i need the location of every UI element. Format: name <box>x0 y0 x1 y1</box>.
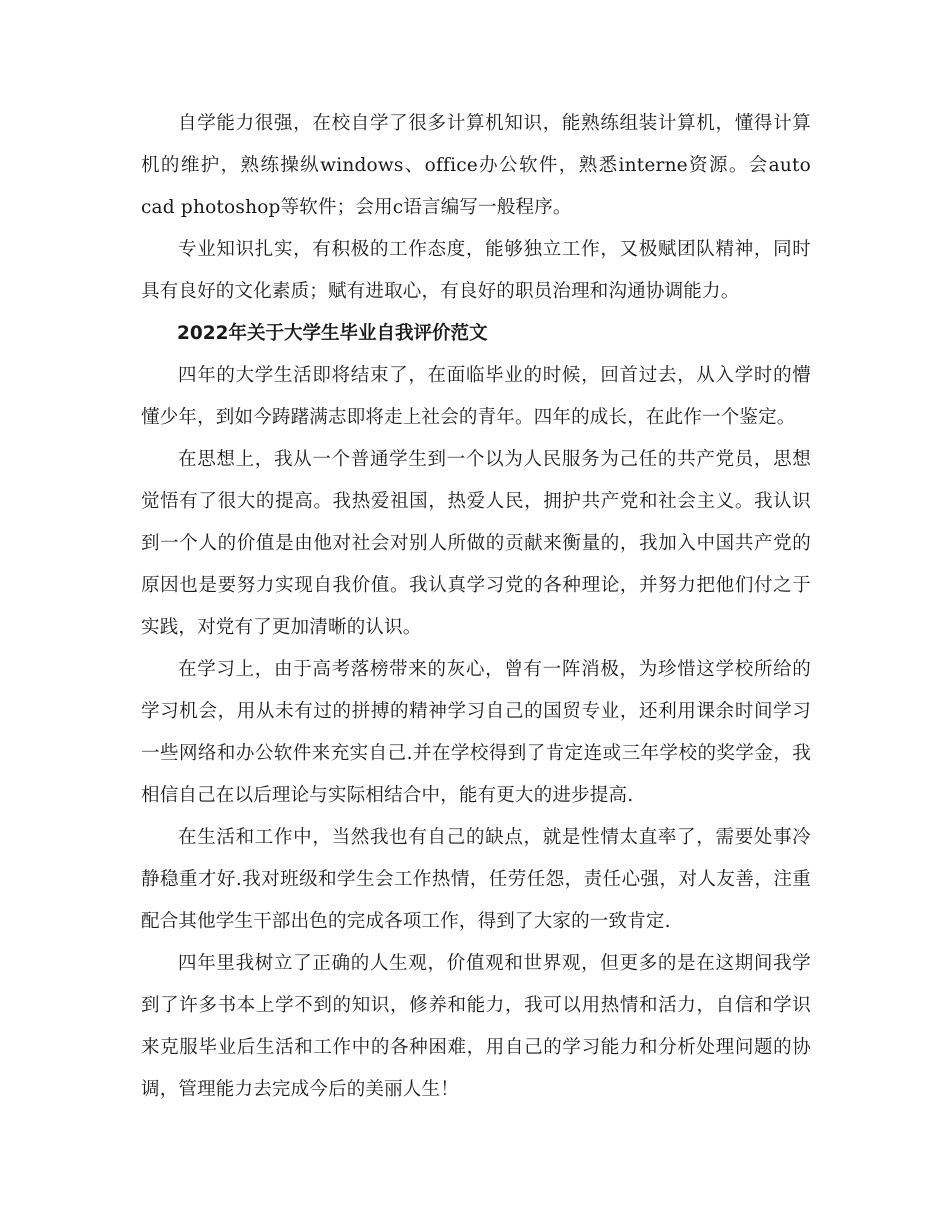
paragraph-ideology: 在思想上，我从一个普通学生到一个以为人民服务为己任的共产党员，思想觉悟有了很大的提高。我热爱祖国，热爱人民，拥护共产党和社会主义。我认识到一个人的价值是由他对社会对别人所做的贡献来衡量的，我加入中国共产党的原因也是要努力实现自我价值。我认真学习党的各种理论，并努力把他们付之于实践，对党有了更加清晰的认识。 <box>141 449 811 638</box>
paragraph-professional-knowledge: 专业知识扎实，有积极的工作态度，能够独立工作，又极赋团队精神，同时具有良好的文化素质；赋有进取心，有良好的职员治理和沟通协调能力。 <box>141 239 811 302</box>
section-heading: 2022年关于大学生毕业自我评价范文 <box>177 323 488 344</box>
paragraph-life-work: 在生活和工作中，当然我也有自己的缺点，就是性情太直率了，需要处事冷静稳重才好.我对班级和学生会工作热情，任劳任怨，责任心强，对人友善，注重配合其他学生干部出色的完成各项工作，得到了大家的一致肯定. <box>141 827 811 932</box>
paragraph-study: 在学习上，由于高考落榜带来的灰心，曾有一阵消极，为珍惜这学校所给的学习机会，用从未有过的拼搏的精神学习自己的国贸专业，还利用课余时间学习一些网络和办公软件来充实自己.并在学校得到了肯定连或三年学校的奖学金，我相信自己在以后理论与实际相结合中，能有更大的进步提高. <box>141 659 811 806</box>
document-page <box>141 103 811 1111</box>
paragraph-conclusion: 四年里我树立了正确的人生观，价值观和世界观，但更多的是在这期间我学到了许多书本上学不到的知识，修养和能力，我可以用热情和活力，自信和学识来克服毕业后生活和工作中的各种困难，用自己的学习能力和分析处理问题的协调，管理能力去完成今后的美丽人生！ <box>141 953 811 1100</box>
paragraph-self-study: 自学能力很强，在校自学了很多计算机知识，能熟练组装计算机，懂得计算机的维护，熟练操纵windows、office办公软件，熟悉interne资源。会auto cad photoshop等软件；会用c语言编写一般程序。 <box>141 113 811 218</box>
paragraph-intro: 四年的大学生活即将结束了，在面临毕业的时候，回首过去，从入学时的懵懂少年，到如今踌躇满志即将走上社会的青年。四年的成长，在此作一个鉴定。 <box>141 365 811 428</box>
